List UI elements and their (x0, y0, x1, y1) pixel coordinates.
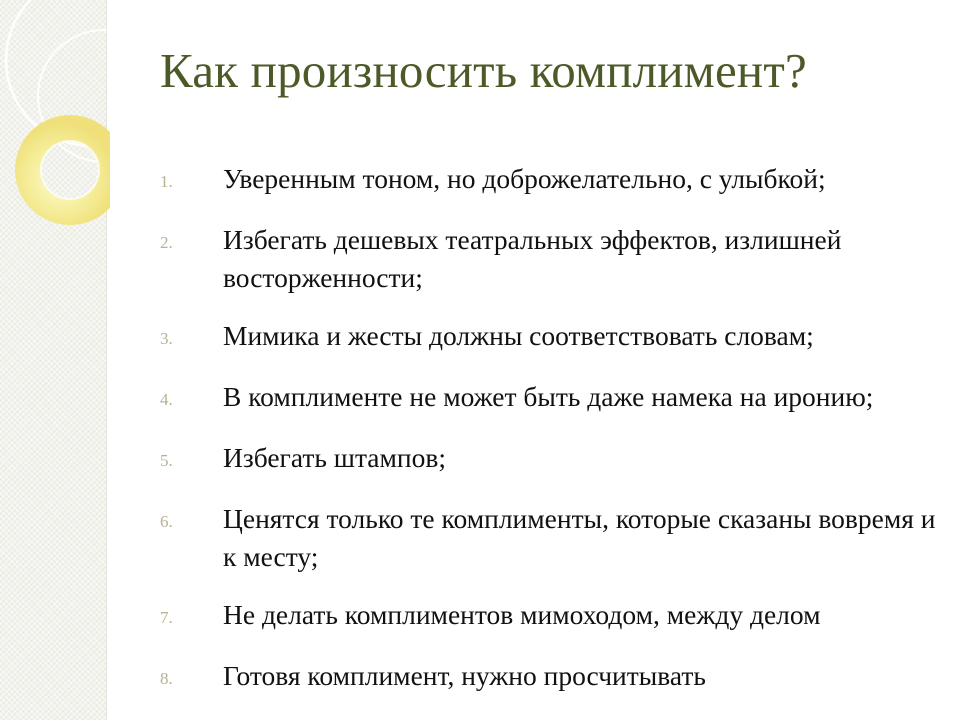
list-item-number: 2. (160, 233, 173, 252)
list-item-text: Не делать комплиментов мимоходом, между делом (223, 599, 821, 630)
list-item-text: Ценятся только те комплименты, которые сказаны вовремя и к месту; (223, 503, 936, 572)
list-item (150, 160, 940, 201)
list-item-number: 6. (160, 512, 173, 531)
numbered-list (150, 160, 940, 718)
slide-title: Как произносить комплимент? (160, 43, 807, 98)
list-item-text: Мимика и жесты должны соответствовать словам; (223, 320, 814, 351)
yellow-ring-highlight (41, 141, 99, 199)
list-item-text: Уверенным тоном, но доброжелательно, с улыбкой; (223, 163, 826, 194)
list-item (150, 378, 940, 419)
list-item-text: Избегать штампов; (223, 442, 446, 473)
list-item (150, 657, 940, 698)
list-item-number: 8. (160, 669, 173, 688)
list-item-text: В комплименте не может быть даже намека на иронию; (223, 381, 874, 412)
list-item-text: Готовя комплимент, нужно просчитывать (223, 660, 706, 691)
list-item (150, 317, 940, 358)
list-item (150, 500, 940, 576)
list-item-number: 3. (160, 329, 173, 348)
list-item (150, 221, 940, 297)
list-item-number: 1. (160, 172, 173, 191)
decorative-rings-graphic (0, 0, 110, 260)
list-item (150, 439, 940, 480)
list-item-number: 4. (160, 390, 173, 409)
list-item (150, 596, 940, 637)
list-item-number: 7. (160, 608, 173, 627)
list-item-text: Избегать дешевых театральных эффектов, излишней восторженности; (223, 224, 842, 293)
list-item-number: 5. (160, 451, 173, 470)
